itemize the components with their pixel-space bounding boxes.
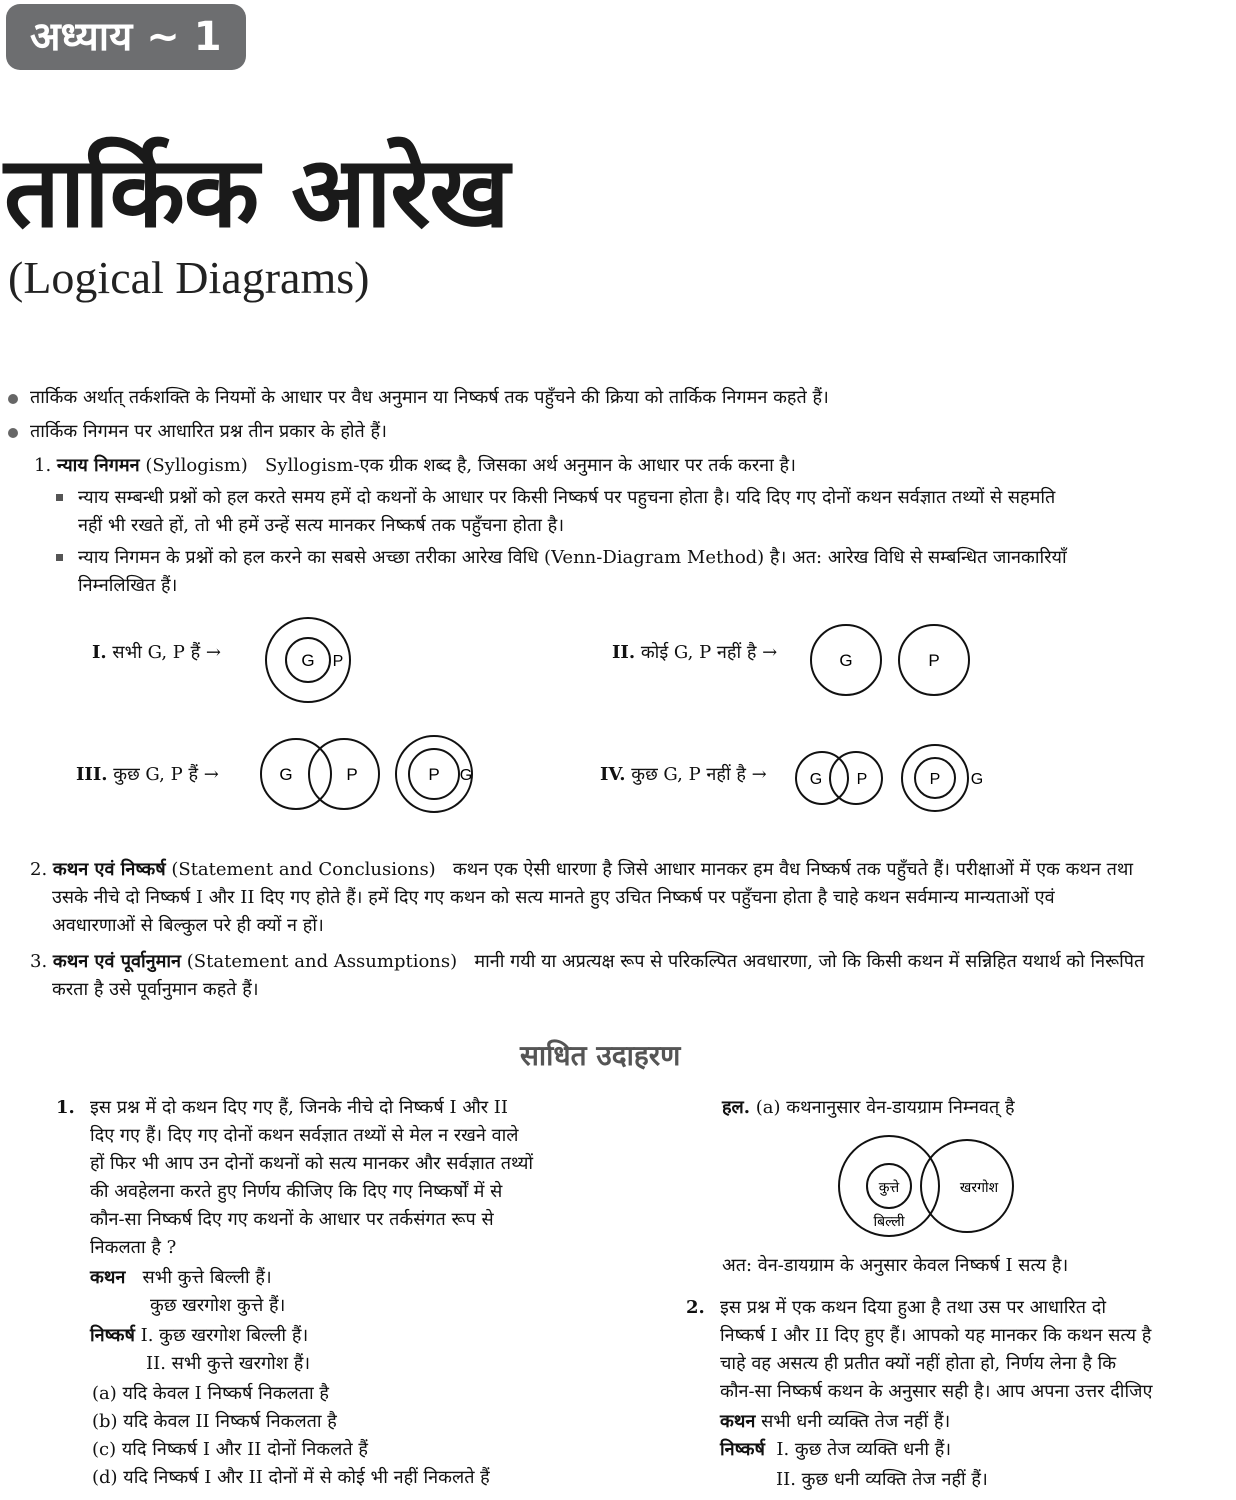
venn-inner-label: P — [428, 765, 440, 784]
venn-billi-label: बिल्ली — [873, 1213, 905, 1229]
section2-title: कथन एवं निष्कर्ष — [52, 859, 166, 880]
venn-case2-label: II. कोई G, P नहीं है → — [612, 642, 778, 663]
q1-number: 1. — [56, 1097, 75, 1118]
q1-line: दिए गए हैं। दिए गए दोनों कथन सर्वज्ञात तथ्यों से मेल न रखने वाले — [90, 1125, 519, 1146]
venn-case3-label: III. कुछ G, P हैं → — [76, 764, 219, 785]
venn-right-label: P — [856, 771, 868, 788]
solution1-line: हल. (a) कथनानुसार वेन-डायग्राम निम्नवत् है — [722, 1097, 1015, 1118]
venn-inner-label: G — [301, 651, 315, 670]
venn-khargosh-label: खरगोश — [959, 1179, 999, 1195]
venn-left-label: G — [809, 771, 823, 788]
bullet-icon — [8, 394, 18, 404]
section1-sub2-line2: निम्नलिखित हैं। — [78, 575, 178, 596]
q1-option-d[interactable]: (d) यदि निष्कर्ष I और II दोनों में से कोई भी नहीं निकलते हैं — [92, 1467, 490, 1488]
q1-statement-2: कुछ खरगोश कुत्ते हैं। — [150, 1295, 286, 1316]
square-bullet-icon — [56, 494, 63, 501]
venn-case4-diagram — [794, 744, 994, 814]
q1-line: निकलता है ? — [90, 1237, 177, 1258]
section3-title: कथन एवं पूर्वानुमान — [52, 951, 182, 972]
q1-line: इस प्रश्न में दो कथन दिए गए हैं, जिनके नीचे दो निष्कर्ष I और II — [90, 1097, 509, 1118]
q2-line: इस प्रश्न में एक कथन दिया हुआ है तथा उस पर आधारित दो — [720, 1297, 1106, 1318]
q1-option-c[interactable]: (c) यदि निष्कर्ष I और II दोनों निकलते हैं — [92, 1439, 368, 1460]
venn-right-label: P — [928, 651, 940, 670]
page-title: तार्किक आरेख — [4, 136, 509, 250]
solved-examples-heading: साधित उदाहरण — [520, 1039, 681, 1072]
q1-line: की अवहेलना करते हुए निर्णय कीजिए कि दिए गए निष्कर्षों में से — [90, 1181, 503, 1202]
section1-sub2-line1: न्याय निगमन के प्रश्नों को हल करने का सबसे अच्छा तरीका आरेख विधि (Venn-Diagram Method) है। अत: आरेख विधि से सम्बन्धित जानकारियाँ — [78, 547, 1067, 568]
q1-statement-label: कथन — [90, 1267, 126, 1288]
solution1-label: हल. — [722, 1097, 751, 1118]
section1-sub1-line1: न्याय सम्बन्धी प्रश्नों को हल करते समय हमें दो कथनों के आधार पर किसी निष्कर्ष पर पहुचना होता है। यदि दिए गए दोनों कथन सर्वज्ञात तथ्यों से सहमति — [78, 487, 1056, 508]
section1-en: (Syllogism) — [145, 455, 248, 476]
venn-case1-diagram — [258, 612, 358, 712]
intro-bullet-2: तार्किक निगमन पर आधारित प्रश्न तीन प्रकार के होते हैं। — [30, 421, 387, 442]
q2-number: 2. — [686, 1297, 705, 1318]
section1-num: 1. — [34, 455, 52, 476]
q1-line: हों फिर भी आप उन दोनों कथनों को सत्य मानकर और सर्वज्ञात तथ्यों — [90, 1153, 534, 1174]
section1-heading — [34, 452, 796, 480]
solution1-result: अत: वेन-डायग्राम के अनुसार केवल निष्कर्ष I सत्य है। — [722, 1255, 1069, 1276]
bullet-icon — [8, 428, 18, 438]
square-bullet-icon — [56, 554, 63, 561]
venn-kutte-label: कुत्ते — [878, 1179, 900, 1195]
venn-case4-label: IV. कुछ G, P नहीं है → — [600, 764, 767, 785]
venn-left-label: G — [839, 651, 853, 670]
q2-statement-label: कथन — [720, 1411, 756, 1432]
venn-right-label: P — [346, 765, 358, 784]
q1-conclusion-1: निष्कर्ष I. कुछ खरगोश बिल्ली हैं। — [90, 1325, 309, 1346]
venn-left-circle — [261, 739, 331, 809]
venn-case1-label: I. सभी G, P हैं → — [92, 642, 222, 663]
solution1-venn-diagram — [832, 1134, 1022, 1238]
section2-en: (Statement and Conclusions) — [171, 859, 436, 880]
q1-option-b[interactable]: (b) यदि केवल II निष्कर्ष निकलता है — [92, 1411, 337, 1432]
q2-conclusion-1: निष्कर्ष I. कुछ तेज व्यक्ति धनी हैं। — [720, 1439, 952, 1460]
venn-outer-label: G — [459, 767, 473, 784]
page-subtitle: (Logical Diagrams) — [8, 252, 370, 303]
q2-line: निष्कर्ष I और II दिए हुए हैं। आपको यह मानकर कि कथन सत्य है — [720, 1325, 1152, 1346]
q1-line: कौन-सा निष्कर्ष दिए गए कथनों के आधार पर तर्कसंगत रूप से — [90, 1209, 494, 1230]
section3-line1: 3. कथन एवं पूर्वानुमान (Statement and Assumptions) मानी गयी या अप्रत्यक्ष रूप से परिकल्पित अवधारणा, जो कि किसी कथन में सन्निहित यथार्थ को निरूपित — [30, 951, 1145, 972]
section1-text: Syllogism-एक ग्रीक शब्द है, जिसका अर्थ अनुमान के आधार पर तर्क करना है। — [264, 455, 796, 476]
q1-conclusion-label: निष्कर्ष — [90, 1325, 135, 1346]
q1-conclusion-2: II. सभी कुत्ते खरगोश हैं। — [146, 1353, 311, 1374]
q1-statement-1: कथन सभी कुत्ते बिल्ली हैं। — [90, 1267, 272, 1288]
venn-outer-label: P — [332, 653, 344, 670]
venn-right-circle — [309, 739, 379, 809]
venn-inner-label: P — [929, 771, 941, 788]
section1-sub1-line2: नहीं भी रखते हों, तो भी हमें उन्हें सत्य मानकर निष्कर्ष तक पहुँचना होता है। — [78, 515, 565, 536]
venn-case2-diagram — [804, 620, 984, 700]
venn-left-label: G — [279, 765, 293, 784]
intro-bullet-1: तार्किक अर्थात् तर्कशक्ति के नियमों के आधार पर वैध अनुमान या निष्कर्ष तक पहुँचने की क्रिया को तार्किक निगमन कहते हैं। — [30, 387, 829, 408]
section3-line2: करता है उसे पूर्वानुमान कहते हैं। — [52, 979, 259, 1000]
q2-statement: कथन सभी धनी व्यक्ति तेज नहीं हैं। — [720, 1411, 951, 1432]
chapter-tab: अध्याय ~ 1 — [6, 4, 246, 70]
section2-line2: उसके नीचे दो निष्कर्ष I और II दिए गए होते हैं। हमें दिए गए कथन को सत्य मानते हुए उचित निष्कर्ष पर पहुँचना होता है चाहे कथन सर्वमान्य मान्यताओं एवं — [52, 887, 1055, 908]
section1-title: न्याय निगमन — [56, 455, 140, 476]
venn-outer-label: G — [970, 771, 984, 788]
section3-en: (Statement and Assumptions) — [186, 951, 458, 972]
venn-case3-diagram — [256, 734, 486, 818]
section2-line3: अवधारणाओं से बिल्कुल परे ही क्यों न हों। — [52, 915, 324, 936]
q2-conclusion-label: निष्कर्ष — [720, 1439, 765, 1460]
q2-line: कौन-सा निष्कर्ष कथन के अनुसार सही है। आप अपना उत्तर दीजिए — [720, 1381, 1153, 1402]
section2-line1: 2. कथन एवं निष्कर्ष (Statement and Conclusions) कथन एक ऐसी धारणा है जिसे आधार मानकर हम वैध निष्कर्ष तक पहुँचते हैं। परीक्षाओं में एक कथन तथा — [30, 859, 1134, 880]
q2-conclusion-2: II. कुछ धनी व्यक्ति तेज नहीं हैं। — [776, 1469, 988, 1490]
q1-option-a[interactable]: (a) यदि केवल I निष्कर्ष निकलता है — [92, 1383, 329, 1404]
q2-line: चाहे वह असत्य ही प्रतीत क्यों नहीं होता हो, निर्णय लेना है कि — [720, 1353, 1117, 1374]
